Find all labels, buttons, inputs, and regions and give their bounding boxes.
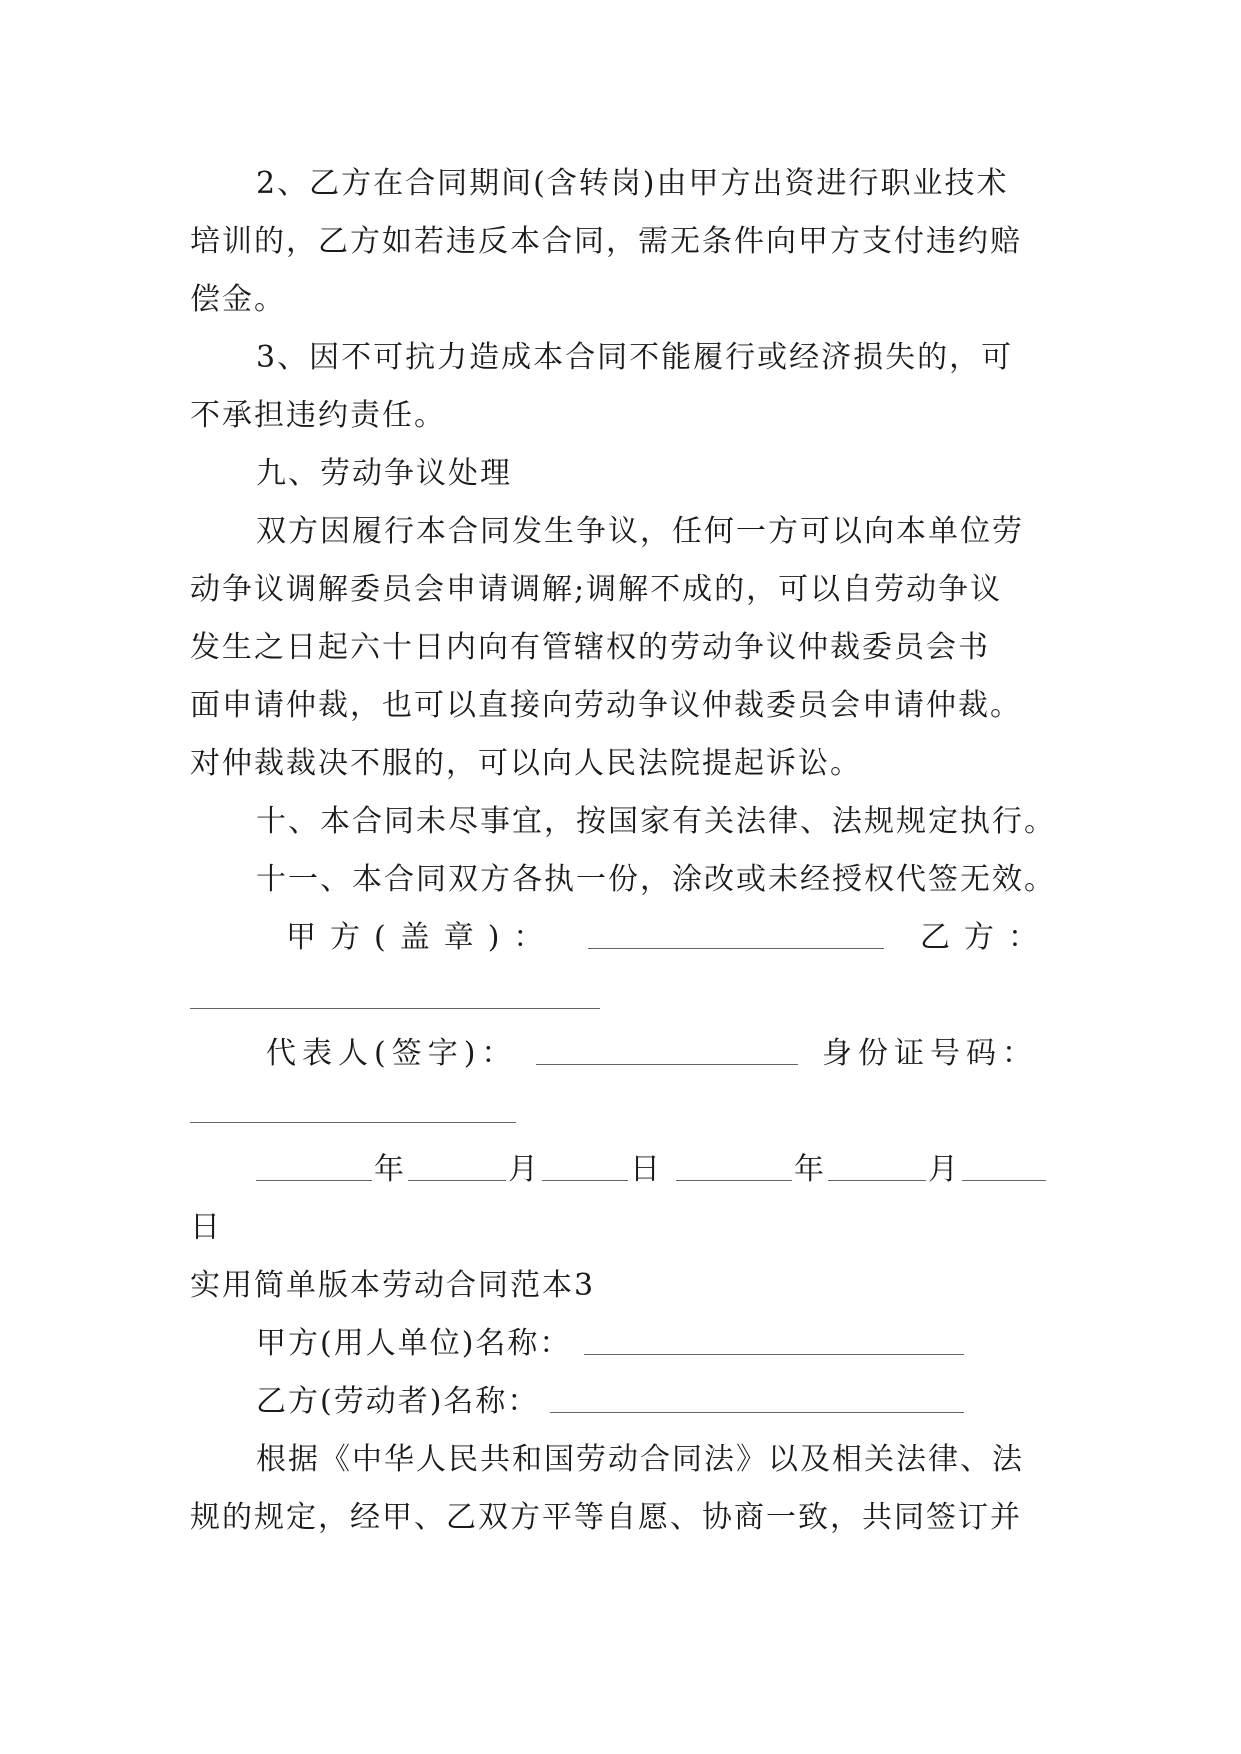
date-a-year-label: 年	[374, 1152, 406, 1187]
date-b-day-label: 日	[190, 1210, 222, 1245]
employee-name-blank	[550, 1412, 964, 1413]
date-b-month-blank	[828, 1180, 926, 1181]
date-b-year-blank	[676, 1180, 792, 1181]
paragraph-2-line-1: 2、乙方在合同期间(含转岗)由甲方出资进行职业技术	[256, 166, 1009, 201]
section-9-heading: 九、劳动争议处理	[256, 456, 512, 491]
representative-label: 代表人(签字)：	[266, 1036, 518, 1071]
section-10: 十、本合同未尽事宜，按国家有关法律、法规规定执行。	[256, 804, 1056, 839]
date-a-month-label: 月	[508, 1152, 540, 1187]
section-11: 十一、本合同双方各执一份，涂改或未经授权代签无效。	[256, 862, 1056, 897]
employer-name-label: 甲方(用人单位)名称：	[256, 1326, 572, 1361]
party-a-label: 甲方(盖章)：	[286, 920, 558, 955]
id-number-blank	[190, 1122, 516, 1123]
representative-blank	[536, 1064, 798, 1065]
intro-line-2: 规的规定，经甲、乙双方平等自愿、协商一致，共同签订并	[190, 1500, 1022, 1535]
paragraph-3-line-2: 不承担违约责任。	[190, 398, 446, 433]
sample-3-title: 实用简单版本劳动合同范本3	[190, 1268, 596, 1303]
employee-name-label: 乙方(劳动者)名称：	[256, 1384, 540, 1419]
section-9-line-5: 对仲裁裁决不服的，可以向人民法院提起诉讼。	[190, 746, 862, 781]
id-number-label: 身份证号码：	[822, 1036, 1038, 1071]
date-b-day-blank	[962, 1180, 1046, 1181]
date-a-year-blank	[256, 1180, 372, 1181]
employer-name-blank	[584, 1354, 964, 1355]
date-a-month-blank	[408, 1180, 506, 1181]
section-9-line-4: 面申请仲裁，也可以直接向劳动争议仲裁委员会申请仲裁。	[190, 688, 1022, 723]
party-b-label: 乙方：	[920, 920, 1052, 955]
section-9-line-1: 双方因履行本合同发生争议，任何一方可以向本单位劳	[256, 514, 1024, 549]
section-9-line-3: 发生之日起六十日内向有管辖权的劳动争议仲裁委员会书	[190, 630, 990, 665]
date-b-month-label: 月	[928, 1152, 960, 1187]
date-a-day-label: 日	[630, 1152, 662, 1187]
section-9-line-2: 动争议调解委员会申请调解;调解不成的，可以自劳动争议	[190, 572, 1003, 607]
date-a-day-blank	[542, 1180, 628, 1181]
party-a-blank	[588, 948, 884, 949]
paragraph-3-line-1: 3、因不可抗力造成本合同不能履行或经济损失的，可	[256, 340, 1014, 375]
paragraph-2-line-3: 偿金。	[190, 282, 286, 317]
paragraph-2-line-2: 培训的，乙方如若违反本合同，需无条件向甲方支付违约赔	[190, 224, 1022, 259]
date-b-year-label: 年	[794, 1152, 826, 1187]
intro-line-1: 根据《中华人民共和国劳动合同法》以及相关法律、法	[256, 1442, 1024, 1477]
party-b-blank	[190, 1008, 600, 1009]
